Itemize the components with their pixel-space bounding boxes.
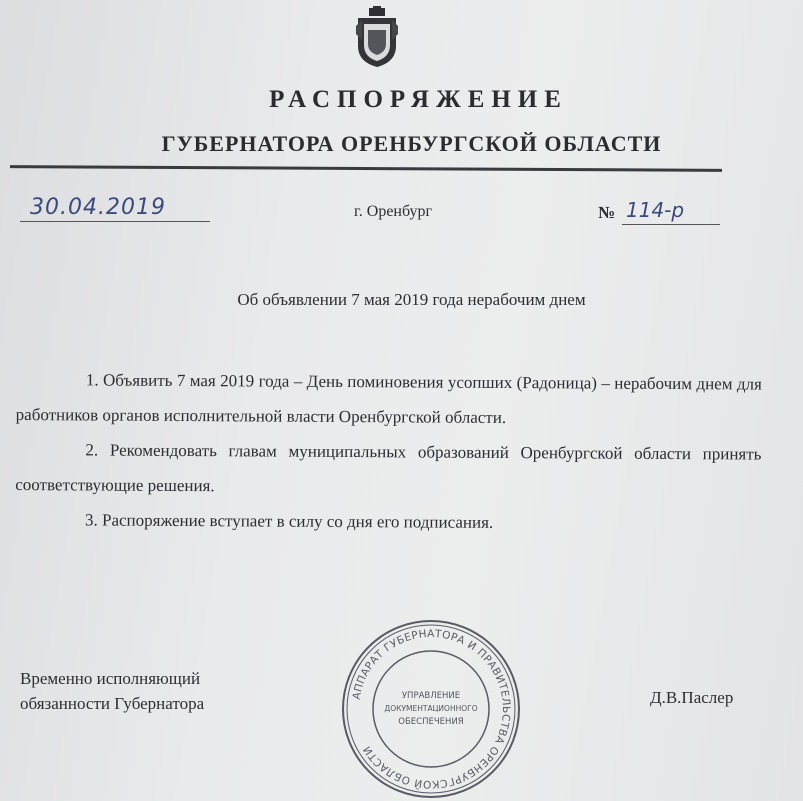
official-stamp-icon (336, 614, 526, 801)
header-divider (10, 165, 722, 172)
signer-name: Д.В.Паслер (650, 688, 734, 707)
date-underline (20, 221, 210, 222)
city-label: г. Оренбург (354, 203, 433, 220)
number-sign: № (598, 203, 616, 222)
signer-title-line-1: Временно исполняющий (20, 669, 201, 688)
coat-of-arms-icon (354, 6, 400, 68)
body-item-1: 1. Объявить 7 мая 2019 года – День поминовения усопших (Радоница) – нерабочим днем для работников органов исполнительной власти Оренбургской области. (15, 370, 762, 427)
body-item-3: 3. Распоряжение вступает в силу со дня его подписания. (84, 510, 494, 532)
handwritten-number: 114-р (626, 198, 685, 222)
stamp-ring-text: АППАРАТ ГУБЕРНАТОРА И ПРАВИТЕЛЬСТВА ОРЕНБУРГСКОЙ ОБЛАСТИ (350, 627, 513, 791)
document-body (15, 362, 762, 542)
document-type-heading: РАСПОРЯЖЕНИЕ (269, 86, 568, 113)
stamp-center-line-2: ДОКУМЕНТАЦИОННОГО (384, 704, 478, 713)
stamp-center-line-1: УПРАВЛЕНИЕ (401, 691, 461, 701)
number-underline (622, 224, 720, 225)
document-subject: Об объявлении 7 мая 2019 года нерабочим днем (237, 290, 586, 309)
signer-title (20, 666, 204, 716)
body-item-2: 2. Рекомендовать главам муниципальных образований Оренбургской области принять соответствующие решения. (15, 440, 762, 496)
handwritten-date: 30.04.2019 (30, 195, 166, 220)
signer-title-line-2: обязанности Губернатора (20, 694, 205, 713)
stamp-center-line-3: ОБЕСПЕЧЕНИЯ (398, 717, 464, 727)
issuer-heading: ГУБЕРНАТОРА ОРЕНБУРГСКОЙ ОБЛАСТИ (161, 131, 662, 156)
